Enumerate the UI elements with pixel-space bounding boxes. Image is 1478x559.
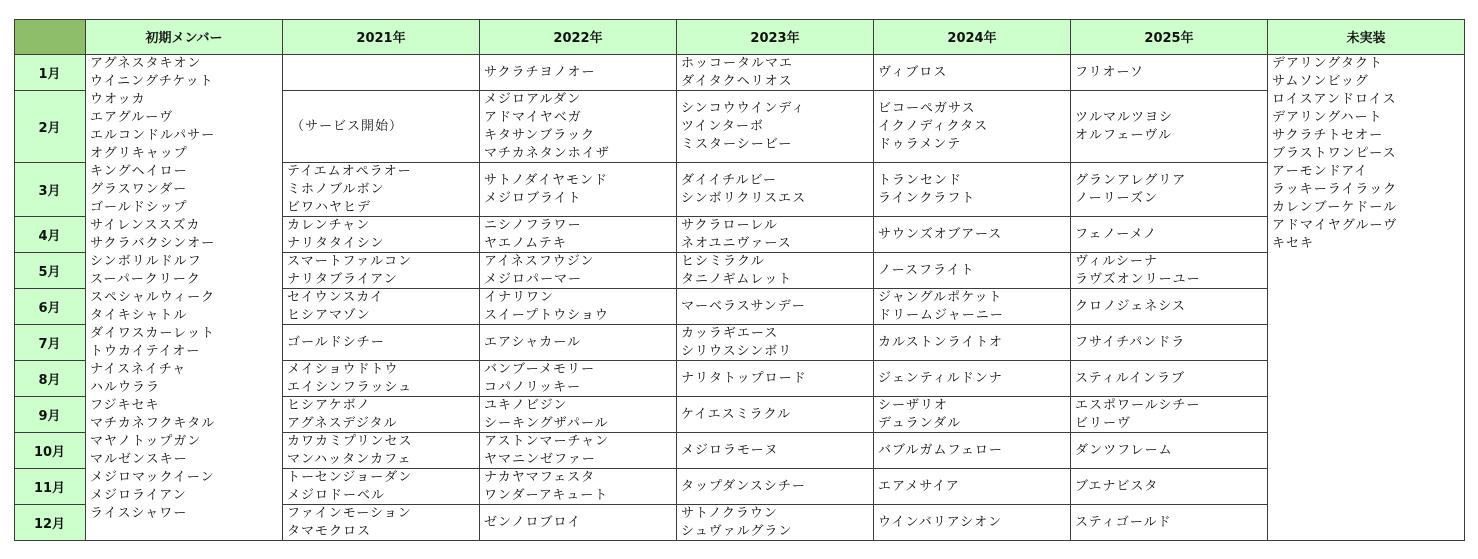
cell-line: カレンブーケドール: [1272, 200, 1398, 215]
release-cell: [1071, 253, 1268, 289]
cell-line: ビワハヤヒデ: [287, 199, 372, 215]
cell-line: サトノクラウン: [681, 505, 778, 521]
release-cell: [677, 325, 874, 361]
cell-line: サクラローレル: [681, 217, 778, 233]
cell-line: ヴィルシーナ: [1075, 253, 1158, 269]
cell-line: アドマイヤベガ: [484, 109, 582, 125]
cell-line: タマモクロス: [287, 523, 372, 539]
cell-line: ケイエスミラクル: [681, 406, 792, 422]
cell-line: ブラストワンピース: [1272, 146, 1397, 161]
cell-line: アグネスタキオン: [90, 56, 202, 71]
cell-line: サクラチヨノオー: [484, 64, 596, 80]
header-2024: 2024年: [874, 19, 1071, 55]
cell-line: アーモンドアイ: [1272, 164, 1369, 179]
cell-line: エアシャカール: [484, 334, 581, 350]
release-cell: [677, 55, 874, 91]
release-cell: [874, 217, 1071, 253]
release-cell: [480, 163, 677, 217]
cell-line: フリオーソ: [1075, 64, 1144, 80]
cell-line: デュランダル: [878, 415, 962, 431]
cell-line: ユキノビジン: [484, 397, 568, 413]
initial-members-cell: [86, 55, 283, 541]
release-cell: [1071, 163, 1268, 217]
cell-line: ビコーペガサス: [878, 100, 976, 116]
cell-line: クロノジェネシス: [1075, 298, 1186, 314]
header-2021: 2021年: [283, 19, 480, 55]
release-cell: [677, 469, 874, 505]
release-cell: [283, 433, 480, 469]
cell-line: メジロパーマー: [484, 271, 583, 287]
cell-line: メジロドーベル: [287, 487, 386, 503]
cell-line: カワカミプリンセス: [287, 433, 413, 449]
cell-line: エルコンドルパサー: [90, 128, 216, 143]
cell-line: エアメサイア: [878, 478, 960, 494]
release-cell: [480, 217, 677, 253]
cell-line: エスポワールシチー: [1075, 397, 1201, 413]
cell-line: アドマイヤグルーヴ: [1272, 218, 1398, 233]
cell-line: セイウンスカイ: [287, 289, 384, 305]
cell-line: ヒシミラクル: [681, 253, 765, 269]
cell-line: アストンマーチャン: [484, 433, 610, 449]
header-initial-members: 初期メンバー: [86, 19, 283, 55]
cell-line: ワンダーアキュート: [484, 487, 609, 503]
release-cell: [283, 253, 480, 289]
cell-line: ナリタトップロード: [681, 370, 807, 386]
cell-line: バブルガムフェロー: [878, 442, 1003, 458]
cell-line: マヤノトップガン: [90, 434, 202, 449]
release-cell: [1071, 289, 1268, 325]
header-2022: 2022年: [480, 19, 677, 55]
cell-line: シンコウウインディ: [681, 100, 806, 116]
cell-line: オグリキャップ: [90, 146, 188, 161]
release-cell: [874, 361, 1071, 397]
cell-line: タイキシャトル: [90, 308, 188, 323]
cell-line: イクノディクタス: [878, 118, 989, 134]
release-cell: [1071, 505, 1268, 541]
cell-line: マルゼンスキー: [90, 452, 188, 467]
cell-line: ホッコータルマエ: [681, 55, 794, 71]
release-cell: [1071, 325, 1268, 361]
month-label: 10月: [14, 433, 86, 469]
month-label: 12月: [14, 505, 86, 541]
release-cell: [480, 325, 677, 361]
cell-line: トランセンド: [878, 172, 963, 188]
cell-line: ヴィブロス: [878, 64, 948, 80]
cell-line: スティルインラブ: [1075, 370, 1186, 386]
release-cell: [1071, 91, 1268, 163]
release-cell: [283, 469, 480, 505]
release-cell: [874, 55, 1071, 91]
cell-line: ナカヤマフェスタ: [484, 469, 596, 485]
cell-line: デアリングタクト: [1272, 56, 1383, 71]
header-2025: 2025年: [1071, 19, 1268, 55]
release-cell: [480, 253, 677, 289]
release-cell: [677, 397, 874, 433]
cell-line: ビリーヴ: [1075, 415, 1132, 431]
cell-line: オルフェーヴル: [1075, 127, 1172, 143]
cell-line: ドリームジャーニー: [878, 307, 1004, 323]
cell-line: カルストンライトオ: [878, 334, 1003, 350]
cell-line: ダイワスカーレット: [90, 326, 215, 341]
cell-line: エイシンフラッシュ: [287, 379, 413, 395]
cell-line: スーパークリーク: [90, 272, 201, 287]
release-cell: [283, 289, 480, 325]
month-label: 4月: [14, 217, 86, 253]
release-cell: [874, 505, 1071, 541]
month-label: 9月: [14, 397, 86, 433]
cell-line: カレンチャン: [287, 217, 371, 233]
cell-line: ゼンノロブロイ: [484, 514, 582, 530]
cell-line: ナリタタイシン: [287, 235, 385, 251]
release-cell: [480, 55, 677, 91]
cell-line: ゴールドシチー: [287, 334, 385, 350]
cell-line: バンブーメモリー: [484, 361, 595, 377]
month-label: 1月: [14, 55, 86, 91]
cell-line: ニシノフラワー: [484, 217, 582, 233]
cell-line: ミホノブルボン: [287, 181, 385, 197]
cell-line: ヤエノムテキ: [484, 235, 567, 251]
cell-line: ゴールドシップ: [90, 200, 188, 215]
cell-line: ライスシャワー: [90, 506, 188, 521]
release-cell: [283, 91, 480, 163]
cell-line: メジロライアン: [90, 488, 187, 503]
cell-line: ツインターボ: [681, 118, 764, 134]
cell-line: ウインバリアシオン: [878, 514, 1003, 530]
release-cell: [283, 217, 480, 253]
cell-line: ジャングルポケット: [878, 289, 1003, 305]
cell-line: サムソンビッグ: [1272, 74, 1369, 89]
release-cell: [283, 397, 480, 433]
cell-line: ダンツフレーム: [1075, 442, 1173, 458]
release-cell: [874, 433, 1071, 469]
header-2023: 2023年: [677, 19, 874, 55]
cell-line: メジロラモーヌ: [681, 442, 779, 458]
month-label: 7月: [14, 325, 86, 361]
cell-line: フサイチパンドラ: [1075, 334, 1186, 350]
cell-line: メジロブライト: [484, 190, 582, 206]
release-cell: [283, 55, 480, 91]
release-cell: [677, 433, 874, 469]
cell-line: ミスターシービー: [681, 136, 793, 152]
release-cell: [283, 325, 480, 361]
cell-line: ネオユニヴァース: [681, 235, 792, 251]
cell-line: シンボリクリスエス: [681, 190, 807, 206]
release-cell: [677, 253, 874, 289]
release-cell: [677, 91, 874, 163]
month-label: 5月: [14, 253, 86, 289]
cell-line: シンボリルドルフ: [90, 254, 202, 269]
cell-line: キタサンブラック: [484, 127, 595, 143]
month-label: 3月: [14, 163, 86, 217]
release-cell: [677, 505, 874, 541]
cell-line: フェノーメノ: [1075, 226, 1158, 242]
cell-line: トウカイテイオー: [90, 344, 201, 359]
release-cell: [677, 361, 874, 397]
month-label: 8月: [14, 361, 86, 397]
cell-line: メジロマックイーン: [90, 470, 215, 485]
month-label: 11月: [14, 469, 86, 505]
cell-line: サクラバクシンオー: [90, 236, 216, 251]
cell-line: ヤマニンゼファー: [484, 451, 596, 467]
release-cell: [874, 163, 1071, 217]
cell-line: アグネスデジタル: [287, 415, 398, 431]
corner-cell: [14, 19, 86, 55]
release-cell: [283, 361, 480, 397]
cell-line: ドゥラメンテ: [878, 136, 962, 152]
cell-line: スマートファルコン: [287, 253, 413, 269]
cell-line: ウオッカ: [90, 92, 146, 107]
header-unimplemented: 未実装: [1268, 19, 1465, 55]
release-cell: [1071, 397, 1268, 433]
release-cell: [677, 163, 874, 217]
cell-line: ノーリーズン: [1075, 190, 1158, 206]
cell-line: マンハッタンカフェ: [287, 451, 412, 467]
cell-line: カッラギエース: [681, 325, 779, 341]
cell-line: シュヴァルグラン: [681, 523, 793, 539]
release-cell: [677, 289, 874, 325]
cell-line: ファインモーション: [287, 505, 412, 521]
release-cell: [874, 91, 1071, 163]
cell-line: ナリタブライアン: [287, 271, 398, 287]
cell-line: トーセンジョーダン: [287, 469, 413, 485]
cell-line: ハルウララ: [90, 380, 161, 395]
cell-line: ダイタクヘリオス: [681, 73, 793, 89]
release-cell: [480, 91, 677, 163]
cell-line: イナリワン: [484, 289, 555, 305]
cell-line: ノースフライト: [878, 262, 975, 278]
release-cell: [874, 289, 1071, 325]
release-cell: [874, 325, 1071, 361]
cell-line: サクラチトセオー: [1272, 128, 1384, 143]
cell-line: キングヘイロー: [90, 164, 188, 179]
month-label: 2月: [14, 91, 86, 163]
release-cell: [480, 505, 677, 541]
cell-line: ラヴズオンリーユー: [1075, 271, 1201, 287]
release-cell: [874, 469, 1071, 505]
release-cell: [874, 253, 1071, 289]
cell-line: シーザリオ: [878, 397, 948, 413]
cell-line: タニノギムレット: [681, 271, 793, 287]
cell-line: （サービス開始）: [291, 118, 404, 134]
cell-line: シーキングザパール: [484, 415, 609, 431]
cell-line: タップダンスシチー: [681, 478, 806, 494]
release-cell: [480, 361, 677, 397]
cell-line: サウンズオブアース: [878, 226, 1003, 242]
cell-line: グランアレグリア: [1075, 172, 1187, 188]
release-cell: [1071, 361, 1268, 397]
cell-line: メジロアルダン: [484, 91, 582, 107]
cell-line: サイレンススズカ: [90, 218, 201, 233]
cell-line: マーベラスサンデー: [681, 298, 806, 314]
cell-line: ラッキーライラック: [1272, 182, 1398, 197]
release-cell: [1071, 217, 1268, 253]
cell-line: スイープトウショウ: [484, 307, 609, 323]
cell-line: アイネスフウジン: [484, 253, 595, 269]
release-cell: [283, 163, 480, 217]
cell-line: ウイニングチケット: [90, 74, 214, 89]
unimplemented-cell: [1268, 55, 1465, 541]
release-cell: [677, 217, 874, 253]
cell-line: グラスワンダー: [90, 182, 188, 197]
release-cell: [283, 505, 480, 541]
cell-line: マチカネフクキタル: [90, 416, 216, 431]
cell-line: ジェンティルドンナ: [878, 370, 1003, 386]
cell-line: ロイスアンドロイス: [1272, 92, 1397, 107]
cell-line: ラインクラフト: [878, 190, 976, 206]
cell-line: ツルマルツヨシ: [1075, 109, 1174, 125]
cell-line: エアグルーヴ: [90, 110, 174, 125]
cell-line: ダイイチルビー: [681, 172, 777, 188]
release-cell: [874, 397, 1071, 433]
cell-line: スティゴールド: [1075, 514, 1172, 530]
release-cell: [480, 433, 677, 469]
release-cell: [1071, 469, 1268, 505]
cell-line: ブエナビスタ: [1075, 478, 1159, 494]
cell-line: サトノダイヤモンド: [484, 172, 609, 188]
cell-line: マチカネタンホイザ: [484, 145, 610, 161]
cell-line: デアリングハート: [1272, 110, 1383, 125]
release-cell: [480, 397, 677, 433]
cell-line: ヒシアマゾン: [287, 307, 371, 323]
cell-line: シリウスシンボリ: [681, 343, 793, 359]
cell-line: スペシャルウィーク: [90, 290, 215, 305]
schedule-table: [14, 19, 1465, 541]
cell-line: キセキ: [1272, 236, 1315, 251]
release-cell: [1071, 55, 1268, 91]
cell-line: ナイスネイチャ: [90, 362, 187, 377]
cell-line: コパノリッキー: [484, 379, 581, 395]
cell-line: テイエムオペラオー: [287, 163, 412, 179]
release-cell: [480, 289, 677, 325]
cell-line: フジキセキ: [90, 398, 160, 413]
release-cell: [480, 469, 677, 505]
month-label: 6月: [14, 289, 86, 325]
cell-line: ヒシアケボノ: [287, 397, 371, 413]
release-cell: [1071, 433, 1268, 469]
cell-line: メイショウドトウ: [287, 361, 399, 377]
